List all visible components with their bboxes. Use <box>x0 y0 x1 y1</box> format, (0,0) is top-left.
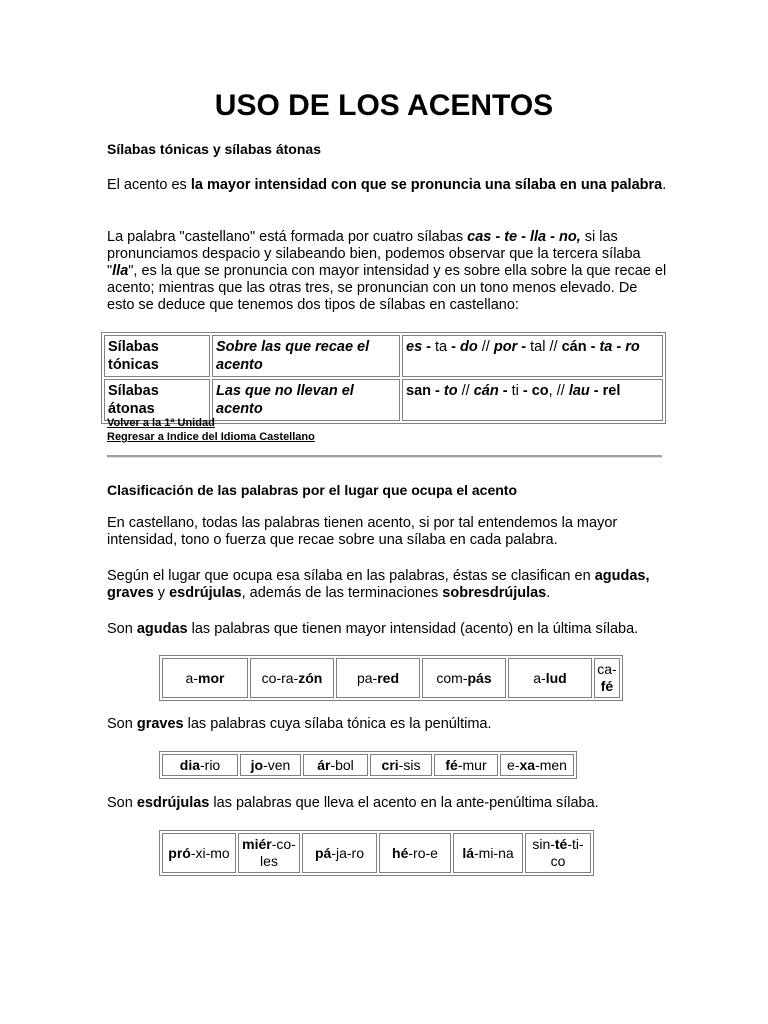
graves-table <box>159 751 577 779</box>
ex: cán <box>473 383 499 399</box>
ex: do <box>460 339 478 355</box>
syllable: sin- <box>532 836 555 852</box>
word-cell <box>370 754 432 776</box>
syllable: -mi-na <box>474 844 514 861</box>
syllable-desc-cell: Las que no llevan el acento <box>212 379 400 421</box>
ex: - <box>422 339 436 355</box>
syllable-example-cell <box>402 335 663 377</box>
stressed-syllable: zón <box>298 669 323 686</box>
ex: - <box>517 339 531 355</box>
stressed-syllable: xa <box>519 756 536 773</box>
syllable: -ro-e <box>408 844 438 861</box>
syllable: -ven <box>263 756 291 773</box>
stressed-syllable: pá <box>314 844 332 861</box>
stressed-syllable: lá <box>462 844 474 861</box>
ex: // <box>545 339 562 355</box>
text: si las pronunciamos despacio y silabeando bien, podemos observar que la tercera sílaba " <box>107 229 641 279</box>
ex: - <box>498 383 512 399</box>
stressed-syllable: hé <box>392 844 409 861</box>
text: ", es la que se pronuncia con mayor intensidad y es sobre ella sobre la que recae el acento; mientras que las otras tres, se pronuncian con un tono menos elevado. De esto se deduce que tenemos dos tipos de sílabas en castellano: <box>107 263 667 313</box>
syllable: a- <box>533 669 546 686</box>
stressed-syllable: red <box>377 669 400 686</box>
stressed-syllable: lud <box>545 669 567 686</box>
syllable: -rio <box>200 756 221 773</box>
syllable: pa- <box>356 669 378 686</box>
stressed-syllable: pró <box>168 844 191 861</box>
syllable-type-cell: Sílabas átonas <box>104 379 210 421</box>
text: , además de las terminaciones <box>241 585 443 601</box>
ex: ta <box>599 339 613 355</box>
term: esdrújulas <box>136 795 210 811</box>
syllable-desc-cell: Sobre las que recae el acento <box>212 335 400 377</box>
text: Según el lugar que ocupa esa sílaba en las palabras, éstas se clasifican en <box>107 568 595 584</box>
esdrujulas-table <box>159 830 594 876</box>
page-title: USO DE LOS ACENTOS <box>214 89 554 122</box>
text: y <box>153 585 170 601</box>
word-cell <box>162 833 236 873</box>
word-cell <box>453 833 523 873</box>
text: El acento es <box>107 177 191 193</box>
syllable-example-cell <box>402 379 663 421</box>
text: . <box>662 177 667 193</box>
ex: co <box>531 383 549 399</box>
syllable-types-table <box>101 332 666 424</box>
stressed-syllable: fé <box>600 678 614 694</box>
ex: san <box>406 383 431 399</box>
paragraph-clasificacion <box>107 568 667 602</box>
word-cell <box>525 833 591 873</box>
paragraph-castellano <box>107 229 667 314</box>
text: Son <box>107 795 137 811</box>
syllable: a- <box>185 669 198 686</box>
stressed-syllable: té <box>554 836 568 852</box>
ex: - <box>518 383 532 399</box>
stressed-syllable: miér <box>242 836 272 852</box>
syllable-type-cell: Sílabas tónicas <box>104 335 210 377</box>
ex: // <box>477 339 494 355</box>
ex: - <box>447 339 461 355</box>
text: La palabra "castellano" está formada por cuatro sílabas <box>107 229 468 245</box>
word-cell <box>302 833 377 873</box>
syllable: ca- <box>597 661 617 677</box>
ex: - <box>612 339 626 355</box>
paragraph-graves <box>107 716 667 733</box>
word-cell <box>250 658 334 698</box>
syllable: -ja-ro <box>331 844 364 861</box>
syllable: co-ra- <box>261 669 299 686</box>
stressed-syllable: jo <box>250 756 264 773</box>
stressed-syllable: mor <box>198 669 225 686</box>
ex: ta <box>435 339 448 355</box>
paragraph-todas-tienen-acento: En castellano, todas las palabras tienen acento, si por tal entendemos la mayor intensidad, tono o fuerza que recae sobre una sílaba en cada palabra. <box>107 515 618 548</box>
section-heading-silabas: Sílabas tónicas y sílabas átonas <box>107 141 321 157</box>
ex: - <box>589 383 603 399</box>
stressed-syllable: ár <box>317 756 331 773</box>
ex: por <box>493 339 518 355</box>
table-row <box>162 754 574 776</box>
table-row <box>162 658 620 698</box>
bold-text: sobresdrújulas <box>442 585 547 601</box>
word-cell <box>508 658 592 698</box>
ex: lau <box>568 383 590 399</box>
syllable: -co-les <box>260 836 296 869</box>
table-row <box>162 833 591 873</box>
text: las palabras cuya sílaba tónica es la penúltima. <box>183 716 492 732</box>
section-heading-clasificacion: Clasificación de las palabras por el lugar que ocupa el acento <box>107 482 518 498</box>
link-regresar-indice[interactable]: Regresar a Indice del Idioma Castellano <box>107 431 315 443</box>
word-cell <box>240 754 301 776</box>
text: las palabras que lleva el acento en la ante-penúltima sílaba. <box>209 795 599 811</box>
ex: tal <box>530 339 546 355</box>
table-row <box>104 379 663 421</box>
ex: ti <box>511 383 519 399</box>
stressed-syllable: fé <box>445 756 458 773</box>
syllable: -mur <box>457 756 487 773</box>
stressed-syllable: dia <box>179 756 200 773</box>
syllable: -men <box>535 756 567 773</box>
word-cell <box>162 658 248 698</box>
stressed-syllable: lla <box>112 263 129 279</box>
bold-text: esdrújulas <box>169 585 242 601</box>
paragraph-definicion-acento <box>107 177 667 194</box>
syllable: -ti-co <box>550 836 584 869</box>
paragraph-agudas <box>107 621 707 638</box>
word-cell <box>379 833 451 873</box>
word-cell <box>162 754 238 776</box>
link-volver-unidad[interactable]: Volver a la 1ª Unidad <box>107 417 215 429</box>
ex: to <box>443 383 458 399</box>
word-cell <box>434 754 498 776</box>
syllables-example: cas - te - lla - no, <box>467 229 581 245</box>
ex: // <box>457 383 474 399</box>
word-cell <box>336 658 420 698</box>
text: Son <box>107 716 137 732</box>
text: . <box>546 585 551 601</box>
syllable: -sis <box>398 756 421 773</box>
ex: cán <box>561 339 587 355</box>
text: Son <box>107 621 137 637</box>
stressed-syllable: pás <box>467 669 492 686</box>
table-row <box>104 335 663 377</box>
syllable: -bol <box>330 756 354 773</box>
ex: - <box>586 339 600 355</box>
ex: rel <box>602 383 621 399</box>
ex: - <box>431 383 444 399</box>
paragraph-esdrujulas <box>107 795 667 812</box>
syllable: e- <box>507 756 520 773</box>
stressed-syllable: cri <box>381 756 399 773</box>
word-cell <box>422 658 506 698</box>
ex: ro <box>625 339 640 355</box>
term: graves <box>136 716 184 732</box>
ex: es <box>406 339 423 355</box>
word-cell <box>594 658 620 698</box>
nav-links <box>107 416 315 444</box>
syllable: com- <box>436 669 468 686</box>
bold-text: agudas, graves <box>107 568 650 601</box>
word-cell <box>238 833 300 873</box>
text: las palabras que tienen mayor intensidad (acento) en la última sílaba. <box>187 621 639 637</box>
divider <box>107 455 662 458</box>
word-cell <box>303 754 368 776</box>
ex: , // <box>548 383 569 399</box>
syllable: -xi-mo <box>190 844 230 861</box>
term: agudas <box>136 621 188 637</box>
word-cell <box>500 754 574 776</box>
agudas-table <box>159 655 623 701</box>
bold-text: la mayor intensidad con que se pronuncia una sílaba en una palabra <box>190 177 663 193</box>
